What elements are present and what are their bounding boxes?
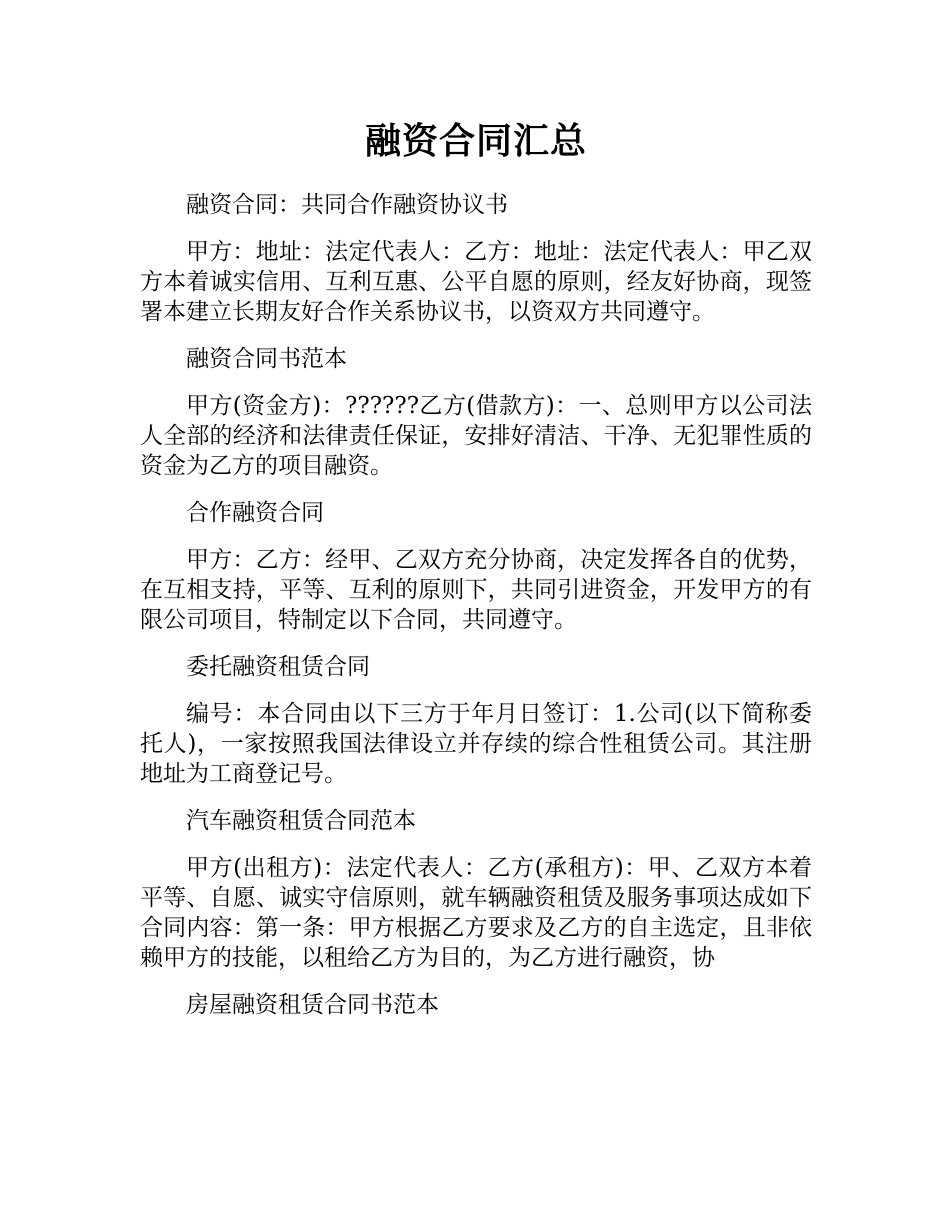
paragraph-heading-6: 房屋融资租赁合同书范本: [186, 992, 439, 1018]
paragraph-heading-2: 融资合同书范本: [186, 346, 347, 372]
paragraph-heading-3: 合作融资合同: [186, 500, 324, 526]
paragraph-body-1: 甲方：地址：法定代表人：乙方：地址：法定代表人：甲乙双方本着诚实信用、互利互惠、公平自愿的原则，经友好协商，现签署本建立长期友好合作关系协议书，以资双方共同遵守。: [140, 239, 812, 325]
paragraph-body-3: 甲方：乙方：经甲、乙双方充分协商，决定发挥各自的优势，在互相支持，平等、互利的原则下，共同引进资金，开发甲方的有限公司项目，特制定以下合同，共同遵守。: [140, 547, 812, 633]
paragraph-heading-5: 汽车融资租赁合同范本: [186, 808, 416, 834]
paragraph-body-2: 甲方(资金方)：??????乙方(借款方)：一、总则甲方以公司法人全部的经济和法律责任保证，安排好清洁、干净、无犯罪性质的资金为乙方的项目融资。: [140, 393, 812, 479]
paragraph-heading-4: 委托融资租赁合同: [186, 654, 370, 680]
paragraph-heading-1: 融资合同：共同合作融资协议书: [186, 192, 508, 218]
document-title: 融资合同汇总: [364, 121, 587, 162]
paragraph-body-5: 甲方(出租方)：法定代表人：乙方(承租方)：甲、乙双方本着平等、自愿、诚实守信原则，就车辆融资租赁及服务事项达成如下合同内容：第一条：甲方根据乙方要求及乙方的自主选定，且非依赖甲方的技能，以租给乙方为目的，为乙方进行融资，协: [140, 855, 812, 971]
paragraph-body-4: 编号：本合同由以下三方于年月日签订：1.公司(以下简称委托人)，一家按照我国法律设立并存续的综合性租赁公司。其注册地址为工商登记号。: [140, 701, 812, 787]
